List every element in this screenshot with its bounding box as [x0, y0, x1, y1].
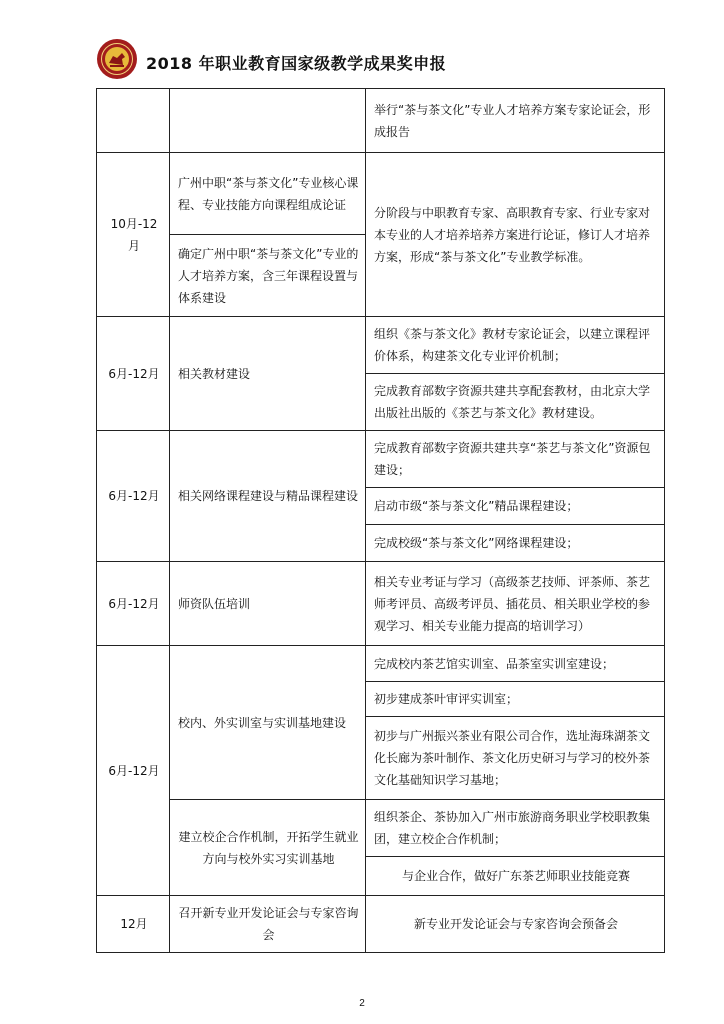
- task-cell: [170, 89, 366, 153]
- date-cell: 10月-12月: [97, 153, 170, 317]
- page-number: 2: [359, 998, 365, 1009]
- date-cell: 6月-12月: [97, 562, 170, 646]
- table-row: [97, 800, 665, 857]
- content-cell: 完成教育部数字资源共建共享“茶艺与茶文化”资源包建设；: [366, 431, 665, 488]
- date-cell: [97, 89, 170, 153]
- task-cell: 相关网络课程建设与精品课程建设: [170, 431, 366, 562]
- task-cell: 师资队伍培训: [170, 562, 366, 646]
- content-cell: 完成校内茶艺馆实训室、品茶室实训室建设；: [366, 646, 665, 682]
- task-cell: 广州中职“茶与茶文化”专业核心课程、专业技能方向课程组成论证: [170, 153, 366, 235]
- content-cell: 分阶段与中职教育专家、高职教育专家、行业专家对本专业的人才培养培养方案进行论证，修订人才培养方案，形成“茶与茶文化”专业教学标准。: [366, 153, 665, 317]
- table-row: [97, 646, 665, 682]
- content-cell: 相关专业考证与学习（高级茶艺技师、评茶师、茶艺师考评员、高级考评员、插花员、相关职业学校的参观学习、相关专业能力提高的培训学习）: [366, 562, 665, 646]
- content-cell: 新专业开发论证会与专家咨询会预备会: [366, 896, 665, 953]
- date-cell: 6月-12月: [97, 431, 170, 562]
- content-cell: 完成教育部数字资源共建共享配套教材，由北京大学出版社出版的《茶艺与茶文化》教材建设。: [366, 374, 665, 431]
- task-cell: 相关教材建设: [170, 317, 366, 431]
- date-cell: 6月-12月: [97, 646, 170, 896]
- task-cell: 召开新专业开发论证会与专家咨询会: [170, 896, 366, 953]
- content-cell: 初步建成茶叶审评实训室；: [366, 682, 665, 717]
- table-row: [97, 431, 665, 488]
- page-title: 2018 年职业教育国家级教学成果奖申报: [146, 54, 447, 73]
- table-row: [97, 896, 665, 953]
- content-cell: 举行“茶与茶文化”专业人才培养方案专家论证会，形成报告: [366, 89, 665, 153]
- date-cell: 12月: [97, 896, 170, 953]
- table-row: [97, 153, 665, 235]
- task-cell: 建立校企合作机制，开拓学生就业方向与校外实习实训基地: [170, 800, 366, 896]
- school-emblem-icon: [96, 38, 138, 80]
- content-cell: 初步与广州振兴茶业有限公司合作，选址海珠湖茶文化长廊为茶叶制作、茶文化历史研习与学习的校外茶文化基础知识学习基地；: [366, 717, 665, 800]
- task-cell: 校内、外实训室与实训基地建设: [170, 646, 366, 800]
- content-cell: 组织《茶与茶文化》教材专家论证会，以建立课程评价体系，构建茶文化专业评价机制；: [366, 317, 665, 374]
- table-row: [97, 89, 665, 153]
- table-row: [97, 317, 665, 374]
- table-row: [97, 562, 665, 646]
- content-cell: 与企业合作，做好广东茶艺师职业技能竞赛: [366, 857, 665, 896]
- content-cell: 组织茶企、茶协加入广州市旅游商务职业学校职教集团，建立校企合作机制；: [366, 800, 665, 857]
- date-cell: 6月-12月: [97, 317, 170, 431]
- schedule-table: [96, 88, 665, 953]
- page-header: [96, 34, 656, 88]
- content-cell: 完成校级“茶与茶文化”网络课程建设；: [366, 525, 665, 562]
- content-cell: 启动市级“茶与茶文化”精品课程建设；: [366, 488, 665, 525]
- task-cell: 确定广州中职“茶与茶文化”专业的人才培养方案，含三年课程设置与体系建设: [170, 235, 366, 317]
